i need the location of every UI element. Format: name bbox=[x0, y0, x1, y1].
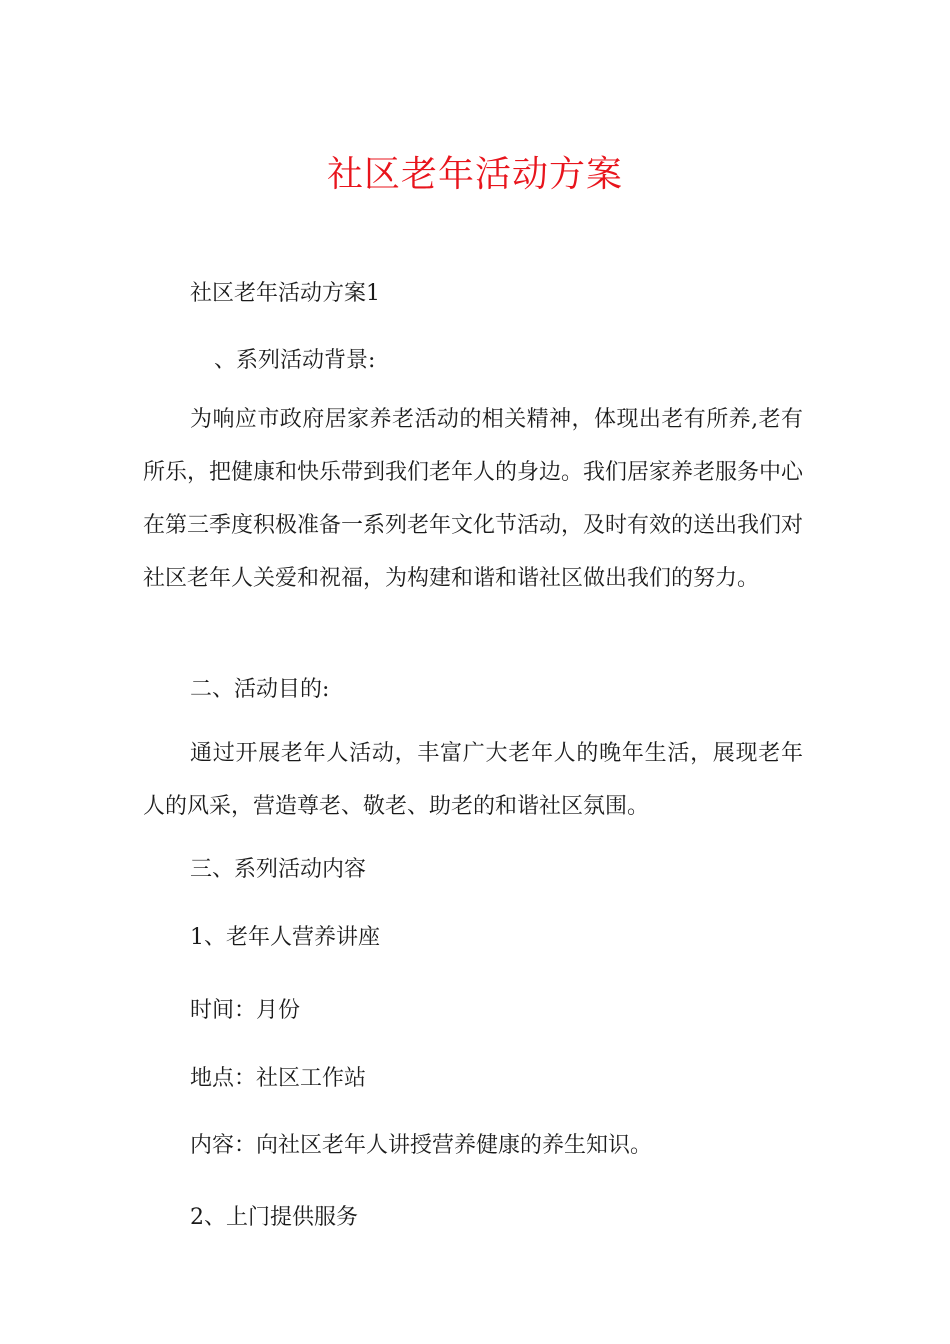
item1-title: 1、老年人营养讲座 bbox=[190, 925, 380, 950]
heading-background: 、系列活动背景: bbox=[214, 348, 376, 373]
paragraph-purpose: 通过开展老年人活动，丰富广大老年人的晚年生活，展现老年人的风采，营造尊老、敬老、助老的和谐社区氛围。 bbox=[143, 741, 803, 819]
heading-purpose: 二、活动目的: bbox=[190, 677, 330, 702]
item1-content: 内容：向社区老年人讲授营养健康的养生知识。 bbox=[190, 1133, 653, 1158]
paragraph-background: 为响应市政府居家养老活动的相关精神，体现出老有所养,老有所乐，把健康和快乐带到我们老年人的身边。我们居家养老服务中心在第三季度积极准备一系列老年文化节活动，及时有效的送出我们对社区老年人关爱和祝福，为构建和谐和谐社区做出我们的努力。 bbox=[143, 407, 804, 591]
item2-title: 2、上门提供服务 bbox=[190, 1205, 358, 1230]
document-title: 社区老年活动方案 bbox=[326, 154, 623, 195]
heading-content: 三、系列活动内容 bbox=[190, 857, 367, 882]
item1-time: 时间：月份 bbox=[190, 998, 301, 1023]
item1-place: 地点：社区工作站 bbox=[190, 1066, 367, 1091]
section-title: 社区老年活动方案1 bbox=[190, 281, 380, 306]
